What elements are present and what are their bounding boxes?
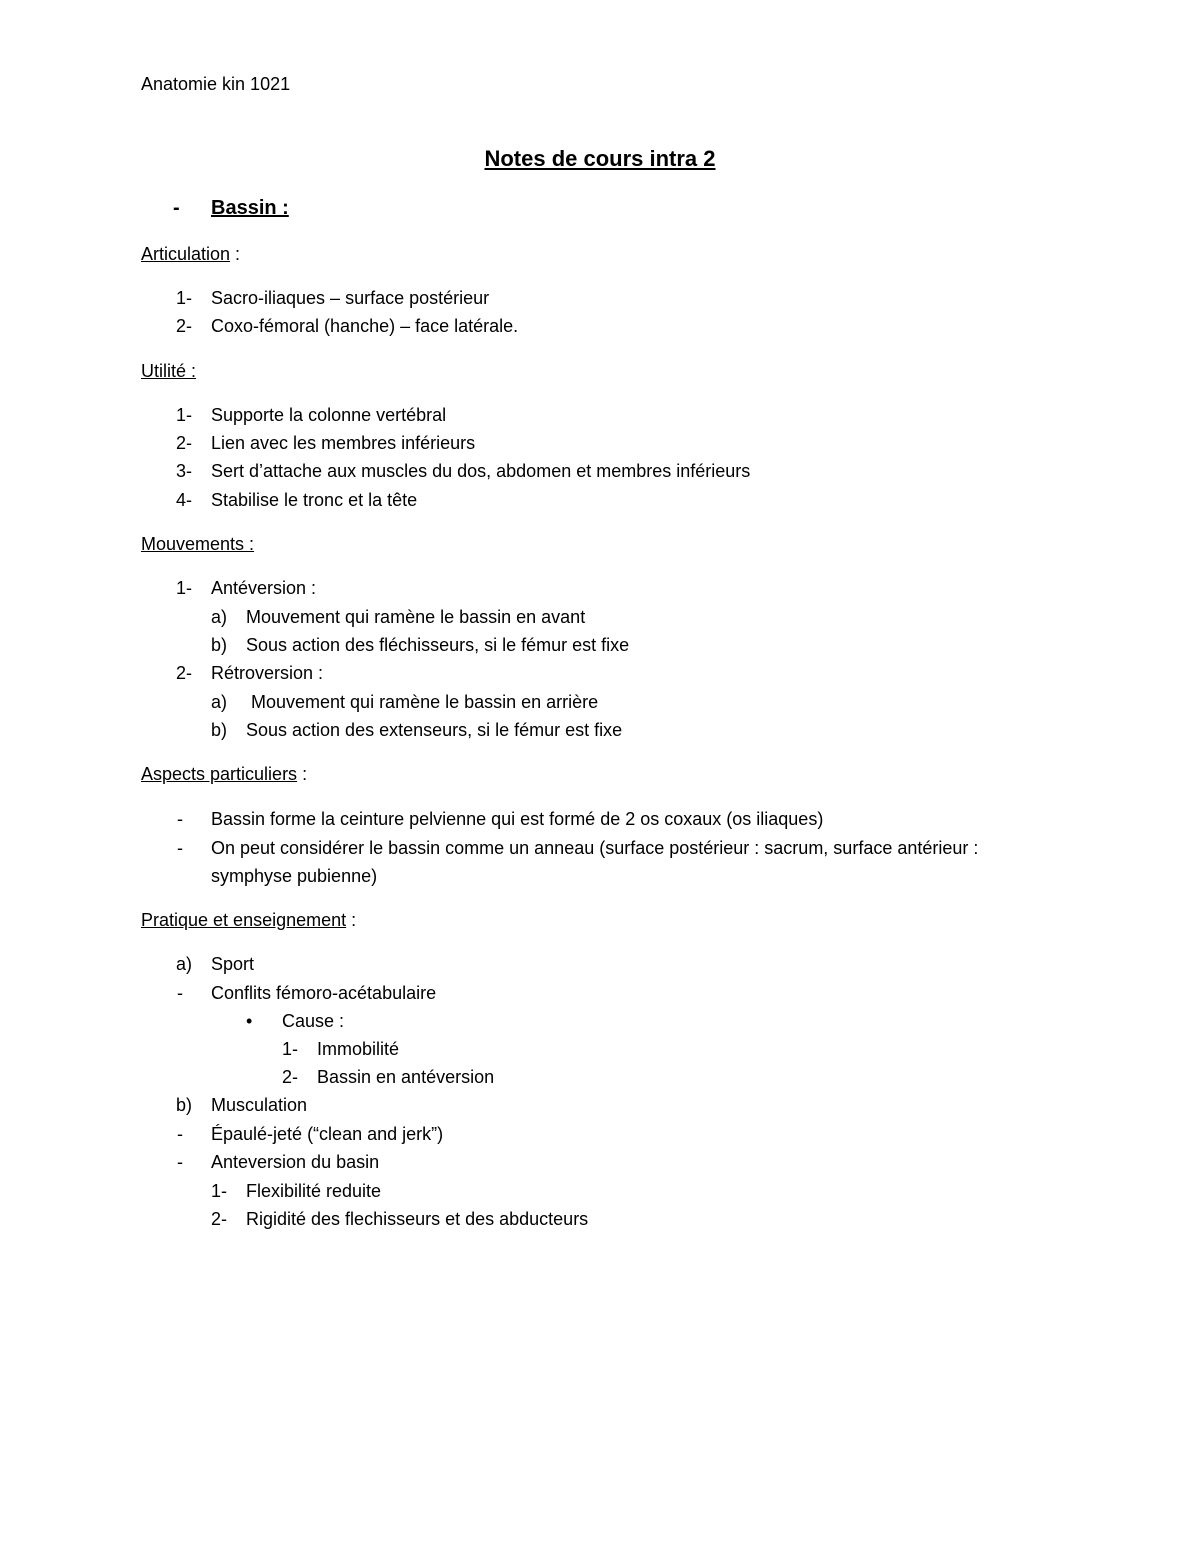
list-item: On peut considérer le bassin comme un anneau (surface postérieur : sacrum, surface antérieur : xyxy=(211,838,979,858)
heading-utilite: Utilité : xyxy=(141,361,197,381)
list-item: Mouvement qui ramène le bassin en arrière xyxy=(246,692,599,712)
list-marker: b) xyxy=(211,720,228,740)
heading-mouvements: Mouvements : xyxy=(141,534,255,554)
list-item: Antéversion : xyxy=(211,578,317,598)
list-item: Épaulé-jeté (“clean and jerk”) xyxy=(211,1124,444,1144)
list-item: Stabilise le tronc et la tête xyxy=(211,490,418,510)
list-item: Sacro-iliaques – surface postérieur xyxy=(211,288,490,308)
list-marker: 1- xyxy=(176,405,193,425)
list-item: Mouvement qui ramène le bassin en avant xyxy=(246,607,586,627)
list-marker: - xyxy=(177,1124,183,1144)
list-item: Bassin en antéversion xyxy=(317,1067,495,1087)
list-marker: 2- xyxy=(282,1067,299,1087)
list-marker: 2- xyxy=(176,663,193,683)
list-item: Coxo-fémoral (hanche) – face latérale. xyxy=(211,316,519,336)
list-item: Rétroversion : xyxy=(211,663,324,683)
list-marker: a) xyxy=(211,607,228,627)
list-marker: 3- xyxy=(176,461,193,481)
heading-aspects-colon: : xyxy=(297,764,308,784)
section-marker: - xyxy=(173,197,180,219)
list-item-continuation: symphyse pubienne) xyxy=(211,866,378,886)
list-marker: a) xyxy=(176,954,193,974)
heading-articulation-text: Articulation xyxy=(141,244,231,264)
list-item: Bassin forme la ceinture pelvienne qui est formé de 2 os coxaux (os iliaques) xyxy=(211,809,824,829)
heading-pratique xyxy=(141,906,356,934)
list-item: Lien avec les membres inférieurs xyxy=(211,433,476,453)
heading-articulation-colon: : xyxy=(230,244,241,264)
list-marker: a) xyxy=(211,692,228,712)
list-item: Rigidité des flechisseurs et des abducteurs xyxy=(246,1209,589,1229)
list-marker: b) xyxy=(176,1095,193,1115)
list-item: Cause : xyxy=(282,1011,345,1031)
list-item: Anteversion du basin xyxy=(211,1152,380,1172)
list-marker: 1- xyxy=(176,288,193,308)
list-marker: 2- xyxy=(176,433,193,453)
heading-aspects xyxy=(141,760,307,788)
heading-articulation xyxy=(141,240,240,268)
list-marker: 4- xyxy=(176,490,193,510)
list-item: Immobilité xyxy=(317,1039,400,1059)
heading-pratique-colon: : xyxy=(346,910,357,930)
list-marker: b) xyxy=(211,635,228,655)
page-header: Anatomie kin 1021 xyxy=(141,74,291,94)
list-marker: - xyxy=(177,838,183,858)
list-marker: 1- xyxy=(176,578,193,598)
heading-aspects-text: Aspects particuliers xyxy=(141,764,298,784)
list-marker: 1- xyxy=(282,1039,299,1059)
list-item: Conflits fémoro-acétabulaire xyxy=(211,983,437,1003)
list-item: Sous action des fléchisseurs, si le fémur est fixe xyxy=(246,635,630,655)
document-title: Notes de cours intra 2 xyxy=(484,146,716,171)
list-item: Sert d’attache aux muscles du dos, abdomen et membres inférieurs xyxy=(211,461,751,481)
list-item: Supporte la colonne vertébral xyxy=(211,405,447,425)
list-marker: - xyxy=(177,983,183,1003)
list-item: Musculation xyxy=(211,1095,308,1115)
list-marker: - xyxy=(177,809,183,829)
section-bassin: Bassin : xyxy=(211,197,289,219)
list-marker: 2- xyxy=(176,316,193,336)
list-marker: - xyxy=(177,1152,183,1172)
list-item: Sport xyxy=(211,954,255,974)
list-marker: 2- xyxy=(211,1209,228,1229)
bullet-icon: • xyxy=(246,1011,253,1031)
heading-pratique-text: Pratique et enseignement xyxy=(141,910,347,930)
list-item: Flexibilité reduite xyxy=(246,1181,382,1201)
list-item: Sous action des extenseurs, si le fémur est fixe xyxy=(246,720,623,740)
list-marker: 1- xyxy=(211,1181,228,1201)
